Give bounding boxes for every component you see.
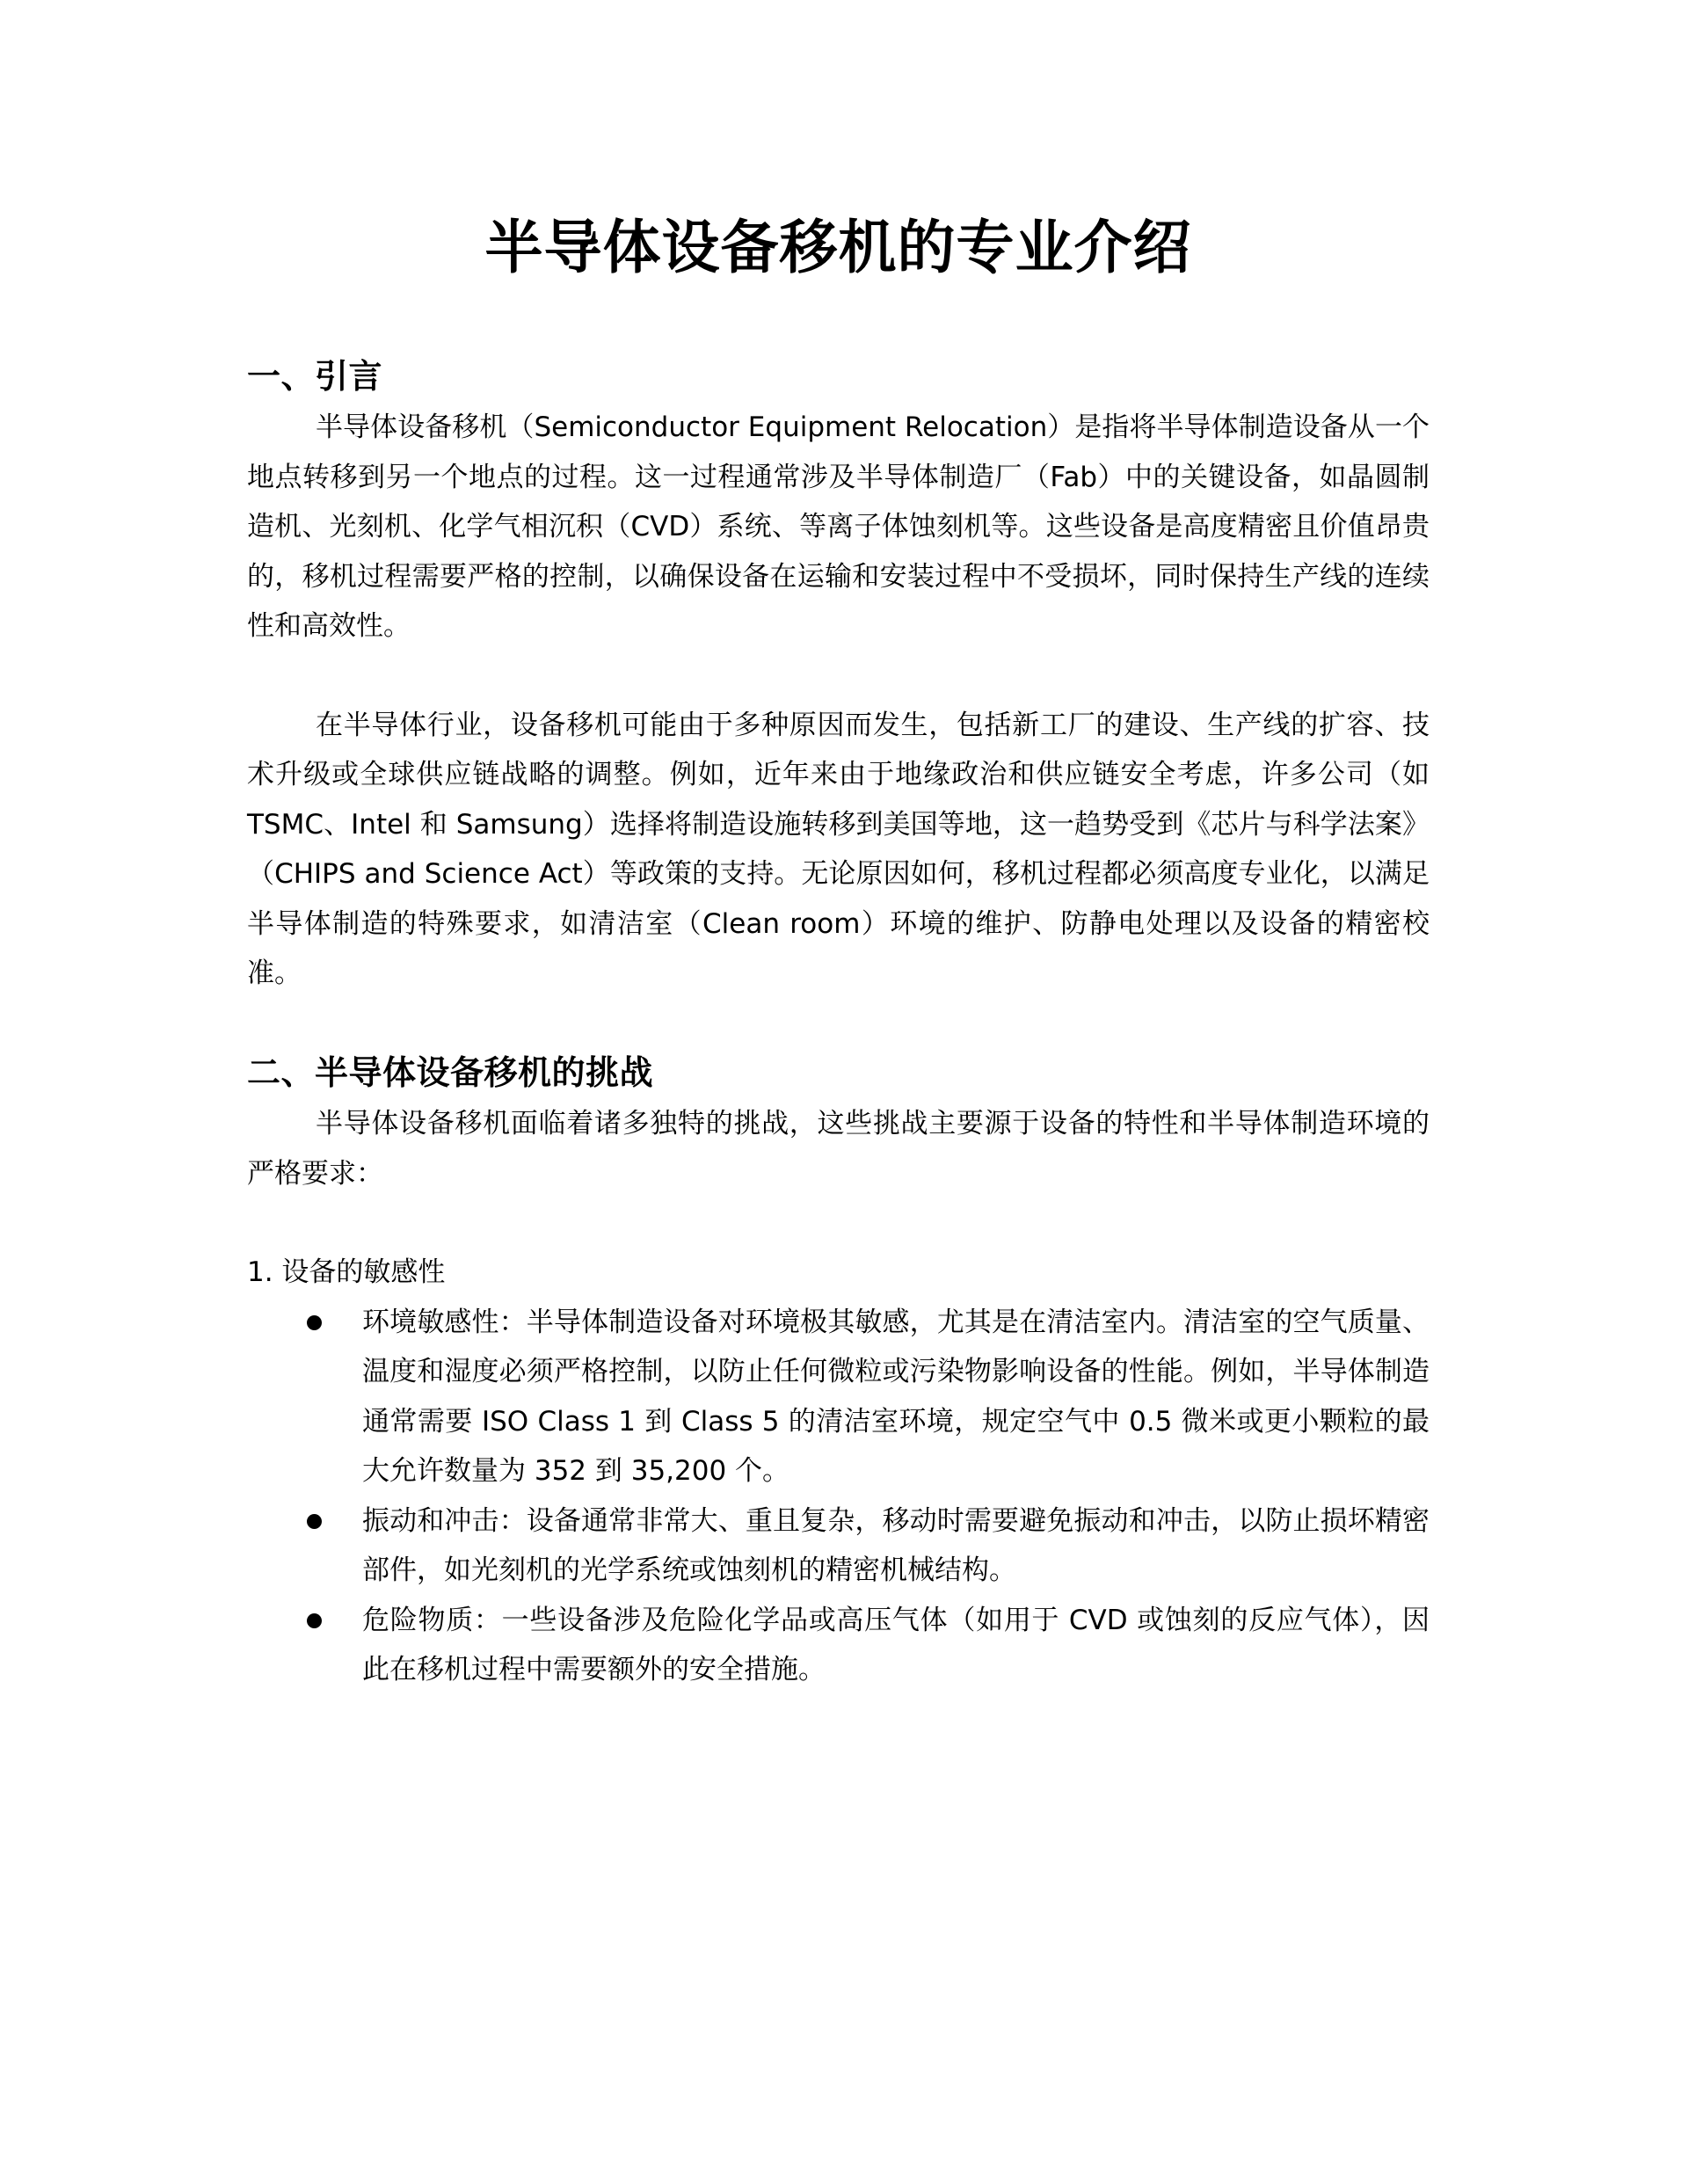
bullet-icon xyxy=(307,1514,322,1529)
bullet-text-vibration: 振动和冲击：设备通常非常大、重且复杂，移动时需要避免振动和冲击，以防止损坏精密部件，如光刻机的光学系统或蚀刻机的精密机械结构。 xyxy=(362,1504,1430,1586)
bullet-icon xyxy=(307,1315,322,1330)
challenges-intro-paragraph: 半导体设备移机面临着诸多独特的挑战，这些挑战主要源于设备的特性和半导体制造环境的严格要求： xyxy=(247,1108,1430,1190)
list-item xyxy=(247,1496,1430,1596)
intro-paragraph-2: 在半导体行业，设备移机可能由于多种原因而发生，包括新工厂的建设、生产线的扩容、技术升级或全球供应链战略的调整。例如，近年来由于地缘政治和供应链安全考虑，许多公司（如 TSMC、Intel 和 Samsung）选择将制造设施转移到美国等地，这一趋势受到《芯片与科学法案》（CHIPS and Science Act）等政策的支持。无论原因如何，移机过程都必须高度专业化，以满足半导体制造的特殊要求，如清洁室（Clean room）环境的维护、防静电处理以及设备的精密校准。 xyxy=(247,709,1430,989)
section-introduction xyxy=(247,350,1430,999)
paragraph-gap xyxy=(247,1198,1430,1248)
document-title: 半导体设备移机的专业介绍 xyxy=(484,214,1192,281)
subsection-heading-sensitivity: 1. 设备的敏感性 xyxy=(247,1256,446,1288)
bullet-icon xyxy=(307,1613,322,1628)
list-item xyxy=(247,1596,1430,1695)
bullet-text-environment: 环境敏感性：半导体制造设备对环境极其敏感，尤其是在清洁室内。清洁室的空气质量、温度和湿度必须严格控制，以防止任何微粒或污染物影响设备的性能。例如，半导体制造通常需要 ISO Class 1 到 Class 5 的清洁室环境，规定空气中 0.5 微米或更小颗粒的最大允许数量为 352 到 35,200 个。 xyxy=(362,1306,1430,1487)
list-item xyxy=(247,1298,1430,1496)
section-heading-introduction: 一、引言 xyxy=(247,357,383,396)
sensitivity-bullet-list xyxy=(247,1298,1430,1695)
section-heading-challenges: 二、半导体设备移机的挑战 xyxy=(247,1053,654,1092)
paragraph-gap xyxy=(247,652,1430,701)
intro-paragraph-1: 半导体设备移机（Semiconductor Equipment Relocation）是指将半导体制造设备从一个地点转移到另一个地点的过程。这一过程通常涉及半导体制造厂（Fab）中的关键设备，如晶圆制造机、光刻机、化学气相沉积（CVD）系统、等离子体蚀刻机等。这些设备是高度精密且价值昂贵的，移机过程需要严格的控制，以确保设备在运输和安装过程中不受损坏，同时保持生产线的连续性和高效性。 xyxy=(247,411,1430,642)
section-challenges xyxy=(247,1046,1430,1695)
bullet-text-hazardous: 危险物质：一些设备涉及危险化学品或高压气体（如用于 CVD 或蚀刻的反应气体），因此在移机过程中需要额外的安全措施。 xyxy=(362,1604,1430,1685)
